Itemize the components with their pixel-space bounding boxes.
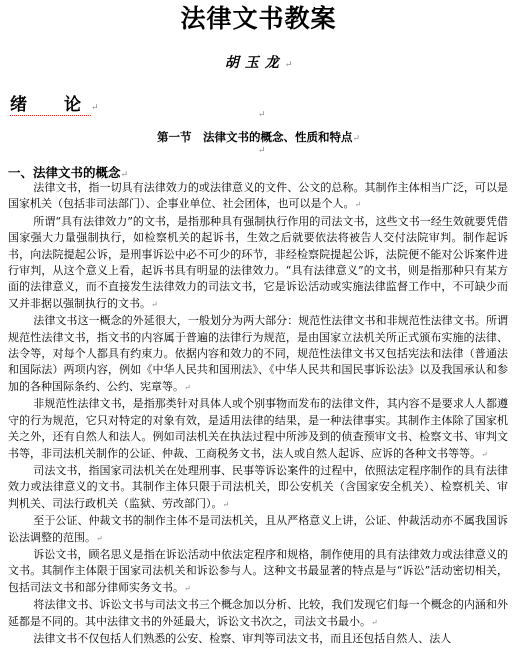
document-author — [0, 52, 517, 72]
body-paragraph — [8, 597, 508, 631]
subheading — [8, 163, 128, 181]
body-paragraph — [8, 396, 508, 463]
paragraph-text: 非规范性法律文书，是指那类针对具体人或个别事物而发布的法律文件，其内容不是要求人人都遵守的行为规范，它只对特定的对象有效，是适用法律的结果，是一种法律事实。其制作主体除了国家机关之外，还有自然人和法人。例如司法机关在执法过程中所涉及到的侦查预审文书、检察文书、审判文书等，非司法机关制作的公证、仲裁、工商税务文书，法人或自然人起诉、应诉的各种文书等等。 — [8, 397, 508, 460]
body-paragraph — [8, 313, 508, 396]
paragraph-text: 将法律文书、诉讼文书与司法文书三个概念加以分析、比较，我们发现它们每一个概念的内涵和外延都是不同的。其中法律文书的外延最大，诉讼文书次之，司法文书最小。 — [8, 598, 508, 628]
paragraph-mark-icon: ↵ — [258, 146, 266, 156]
body-paragraph — [8, 513, 508, 547]
body-paragraph — [8, 547, 508, 597]
document-title-text: 法律文书教案 — [180, 4, 337, 33]
paragraph-mark-icon: ↵ — [184, 382, 191, 392]
paragraph-mark-icon: ↵ — [184, 583, 191, 593]
body-paragraph — [8, 180, 508, 214]
subheading-text: 一、法律文书的概念 — [8, 165, 121, 180]
paragraph-mark-icon: ↵ — [354, 200, 362, 210]
chapter-heading — [10, 90, 99, 115]
paragraph-mark-icon: ↵ — [120, 170, 129, 180]
paragraph-text: 诉讼文书，顾名思义是指在诉讼活动中依法定程序和规格，制作使用的具有法律效力或法律意义的文书。其制作主体限于国家司法机关和诉讼参与人。这种文书最显著的特点是与“诉讼”活动密切相关，包括司法文书和部分律师实务文书。 — [8, 547, 508, 594]
author-name: 胡玉龙 — [224, 55, 285, 71]
body-paragraph — [8, 631, 508, 647]
paragraph-text: 所谓“具有法律效力”的文书，是指那种具有强制执行作用的司法文书，这些文书一经生效就要凭借国家强大力量强制执行，如检察机关的起诉书，生效之后就要依法将被告人交付法院审判。制作起诉书，向法院提起公诉，是刑事诉讼中必不可少的环节，非经检察院提起公诉，法院便不能对公诉案件进行审判，从这个意义上看，起诉书具有明显的法律效力。“具有法律意义”的文书，则是指那种只有某方面的法律意义，而不直接发生法律效力的司法文书，它是诉讼活动或实施法律监督工作中，不可缺少而又并非据以强制执行的文书。 — [8, 214, 508, 310]
document-body — [8, 180, 508, 647]
paragraph-mark-icon: ↵ — [371, 617, 378, 627]
section-heading-text: 第一节 法律文书的概念、性质和特点 — [156, 130, 353, 144]
paragraph-text: 至于公证、仲裁文书的制作主体不是司法机关，且从严格意义上讲，公证、仲裁活动亦不属我国诉讼法调整的范围。 — [8, 514, 508, 544]
section-heading — [0, 129, 517, 145]
paragraph-mark-icon: ↵ — [91, 103, 99, 113]
paragraph-mark-icon: ↵ — [222, 499, 230, 509]
paragraph-text: 法律文书不仅包括人们熟悉的公安、检察、审判等司法文书，而且还包括自然人、法人 — [33, 631, 452, 645]
paragraph-text: 法律文书，指一切具有法律效力的或法律意义的文件、公文的总称。其制作主体相当广泛，可以是国家机关（包括非司法部门）、企事业单位、社会团体，也可以是个人。 — [8, 181, 508, 211]
paragraph-mark-icon: ↵ — [352, 134, 361, 144]
paragraph-mark-icon: ↵ — [96, 533, 103, 543]
paragraph-mark-icon: ↵ — [481, 449, 488, 459]
paragraph-mark-icon: ↵ — [284, 60, 293, 70]
paragraph-text: 法律文书这一概念的外延很大，一般划分为两大部分：规范性法律文书和非规范性法律文书。所谓规范性法律文书，指文书的内容属于普遍的法律行为规范，是由国家立法机关所正式颁布实施的法律、法令等，对每个人都具有约束力。依据内容和效力的不同，规范性法律文书又包括宪法和法律（普通法和国际法）两项内容，例如《中华人民共和国刑法》、《中华人民共和国民事诉讼法》以及我国承认和参加的各种国际条约、公约、宪章等。 — [8, 314, 508, 393]
chapter-heading-text: 绪 论 — [10, 95, 91, 115]
body-paragraph — [8, 463, 508, 513]
document-title — [0, 4, 517, 34]
paragraph-mark-icon: ↵ — [151, 299, 158, 309]
paragraph-text: 司法文书，指国家司法机关在处理刑事、民事等诉讼案件的过程中，依照法定程序制作的具有法律效力或法律意义的文书。其制作主体只限于司法机关，即公安机关（含国家安全机关）、检察机关、审判机关、司法行政机关（监狱、劳改部门）。 — [8, 463, 508, 510]
body-paragraph — [8, 214, 508, 313]
paragraph-mark-icon: ↵ — [258, 110, 266, 120]
